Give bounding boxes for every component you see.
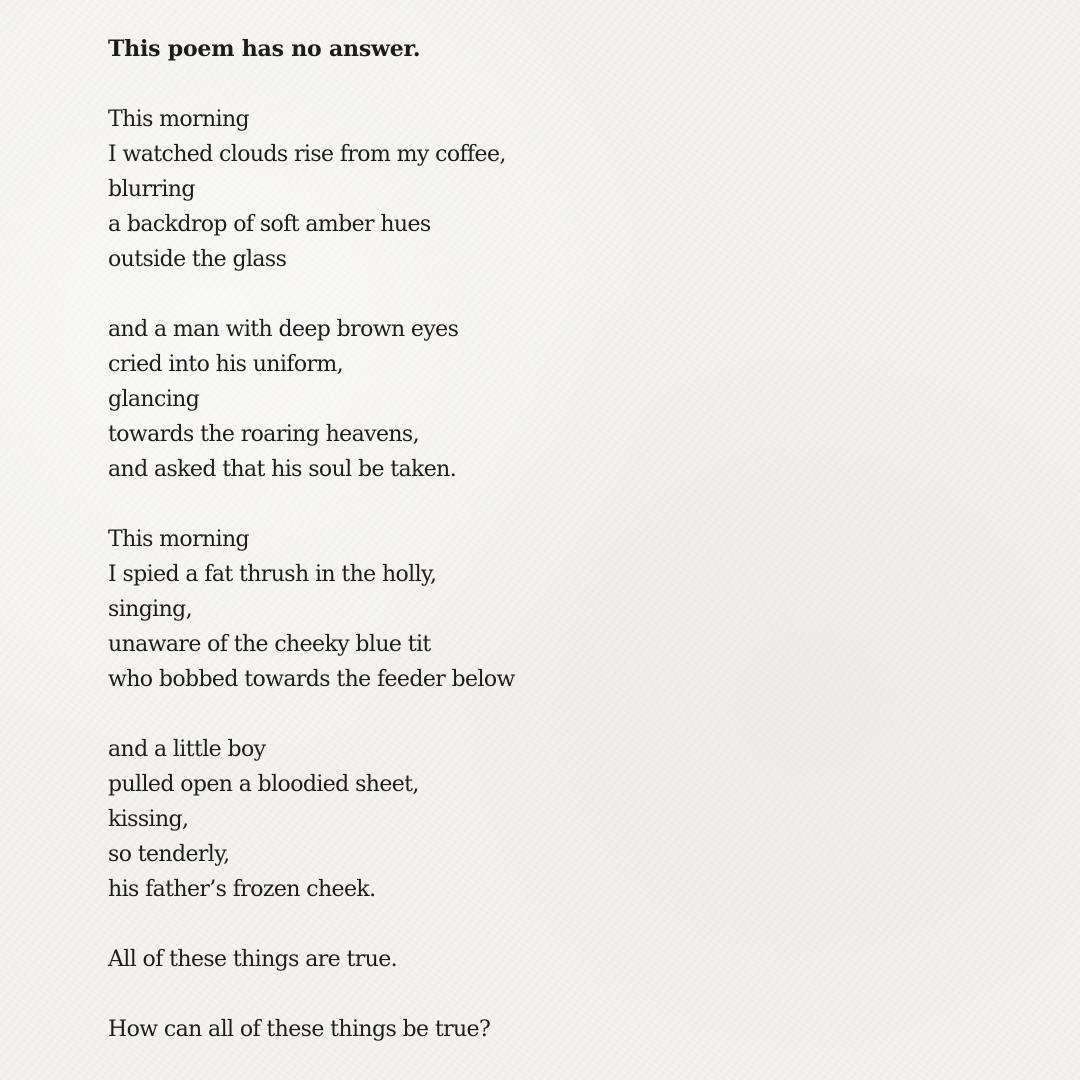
stanza-gap (108, 277, 1008, 312)
poem-line: blurring (108, 177, 195, 202)
poem-line: towards the roaring heavens, (108, 422, 420, 447)
poem-line: singing, (108, 597, 193, 622)
poem-title: This poem has no answer. (108, 36, 421, 62)
poem-line: I watched clouds rise from my coffee, (108, 142, 506, 167)
poem-line: so tenderly, (108, 842, 230, 867)
stanza-6 (108, 1012, 1008, 1047)
poem-line: This morning (108, 527, 250, 552)
stanza-gap (108, 977, 1008, 1012)
stanza-2 (108, 312, 1008, 487)
stanza-gap (108, 487, 1008, 522)
poem-line: his father’s frozen cheek. (108, 877, 376, 902)
stanza-5 (108, 942, 1008, 977)
poem-line: pulled open a bloodied sheet, (108, 772, 419, 797)
stanza-gap (108, 697, 1008, 732)
poem-line: cried into his uniform, (108, 352, 344, 377)
stanza-1 (108, 102, 1008, 277)
poem-line: and asked that his soul be taken. (108, 457, 457, 482)
poem-line: How can all of these things be true? (108, 1017, 491, 1042)
poem-line: kissing, (108, 807, 189, 832)
poem-line: outside the glass (108, 247, 287, 272)
poem-line: glancing (108, 387, 200, 412)
poem-line: This morning (108, 107, 250, 132)
stanza-gap (108, 67, 1008, 102)
poem-line: who bobbed towards the feeder below (108, 667, 515, 692)
poem-line: I spied a fat thrush in the holly, (108, 562, 437, 587)
stanza-3 (108, 522, 1008, 697)
stanza-4 (108, 732, 1008, 907)
poem-line: and a little boy (108, 737, 266, 762)
poem-line: a backdrop of soft amber hues (108, 212, 431, 237)
poem-line: and a man with deep brown eyes (108, 317, 459, 342)
poem-line: All of these things are true. (108, 947, 398, 972)
poem (108, 32, 1008, 1047)
poem-line: unaware of the cheeky blue tit (108, 632, 431, 657)
stanza-gap (108, 907, 1008, 942)
